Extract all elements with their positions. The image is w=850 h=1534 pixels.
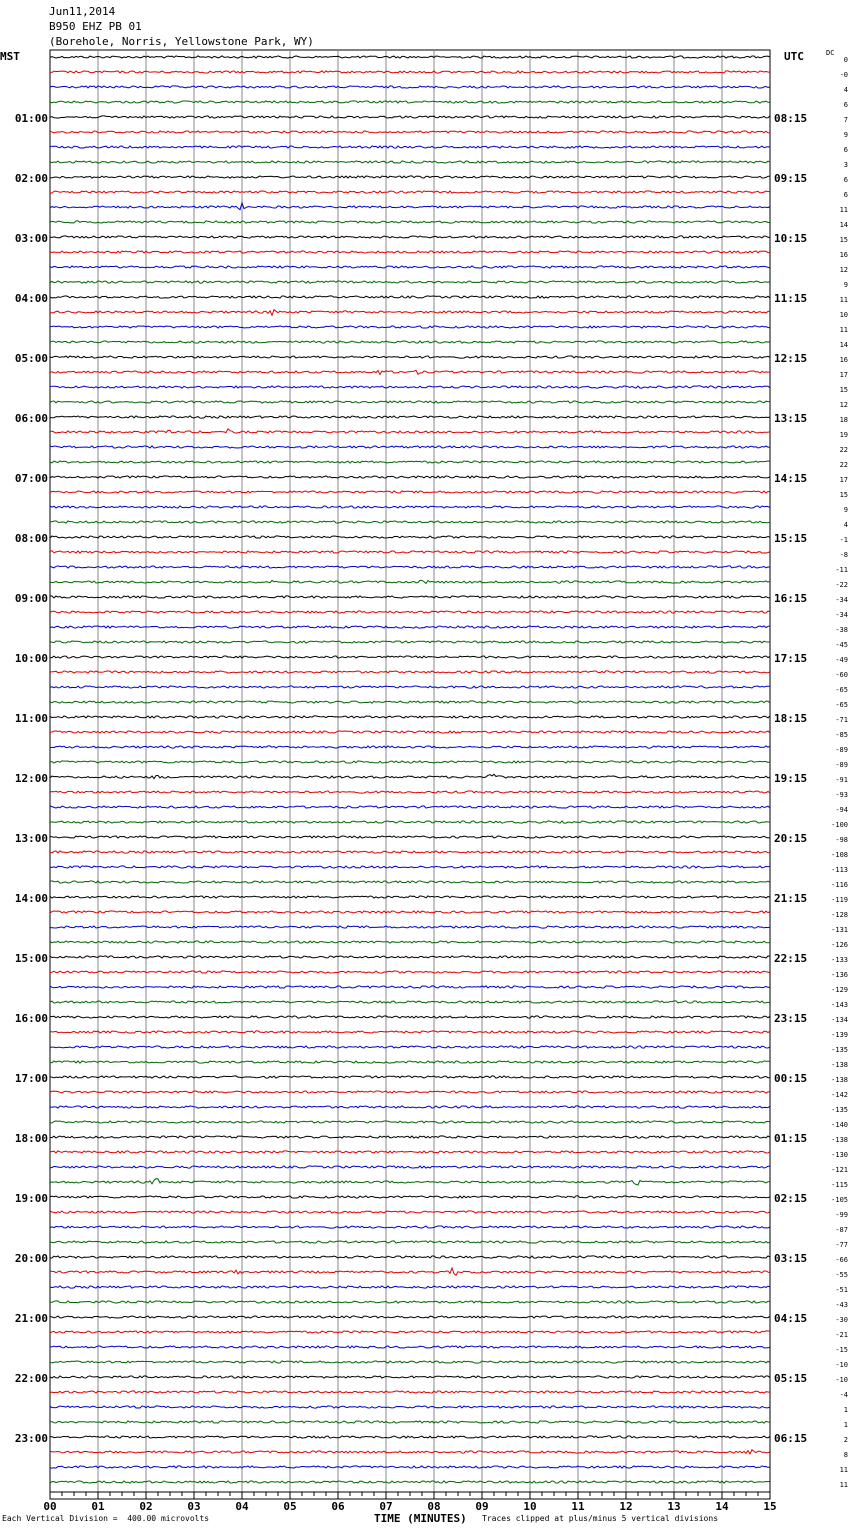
seismic-trace bbox=[50, 1136, 770, 1138]
mst-hour-label: 17:00 bbox=[14, 1072, 48, 1085]
seismic-trace bbox=[50, 1241, 770, 1243]
dc-offset-label: -89 bbox=[835, 761, 848, 769]
mst-hour-label: 06:00 bbox=[14, 412, 48, 425]
seismic-trace bbox=[50, 326, 770, 328]
dc-offset-label: -93 bbox=[835, 791, 848, 799]
dc-offset-label: 14 bbox=[839, 341, 848, 349]
seismic-trace bbox=[50, 956, 770, 958]
seismic-trace bbox=[50, 836, 770, 838]
left-timezone-label: MST bbox=[0, 50, 20, 63]
x-tick-label: 07 bbox=[379, 1500, 393, 1513]
seismic-trace bbox=[50, 236, 770, 238]
seismic-trace bbox=[50, 656, 770, 658]
dc-offset-label: -45 bbox=[835, 641, 848, 649]
dc-offset-label: 14 bbox=[839, 221, 848, 229]
seismic-trace bbox=[50, 101, 770, 103]
dc-offset-label: -55 bbox=[835, 1271, 848, 1279]
dc-offset-label: -100 bbox=[831, 821, 848, 829]
seismic-trace bbox=[50, 626, 770, 628]
x-tick-label: 11 bbox=[571, 1500, 585, 1513]
seismic-trace bbox=[50, 1391, 770, 1393]
seismic-trace bbox=[50, 1179, 770, 1185]
seismic-trace bbox=[50, 71, 770, 73]
seismic-trace bbox=[50, 1421, 770, 1423]
dc-offset-label: -140 bbox=[831, 1121, 848, 1129]
seismic-trace bbox=[50, 1046, 770, 1048]
dc-offset-label: -119 bbox=[831, 896, 848, 904]
utc-hour-label: 09:15 bbox=[774, 172, 808, 185]
x-tick-label: 02 bbox=[139, 1500, 153, 1513]
dc-offset-label: -130 bbox=[831, 1151, 848, 1159]
dc-offset-label: -21 bbox=[835, 1331, 848, 1339]
mst-hour-label: 13:00 bbox=[14, 832, 48, 845]
x-tick-label: 12 bbox=[619, 1500, 633, 1513]
dc-offset-label: -98 bbox=[835, 836, 848, 844]
seismic-trace bbox=[50, 1091, 770, 1093]
seismic-trace bbox=[50, 774, 770, 778]
dc-offset-label: 17 bbox=[839, 476, 848, 484]
dc-offset-label: -135 bbox=[831, 1046, 848, 1054]
seismic-trace bbox=[50, 310, 770, 316]
dc-offset-label: 2 bbox=[843, 1436, 848, 1444]
dc-offset-label: 7 bbox=[843, 116, 848, 124]
seismic-trace bbox=[50, 1001, 770, 1003]
dc-offset-label: -143 bbox=[831, 1001, 848, 1009]
utc-hour-label: 06:15 bbox=[774, 1432, 808, 1445]
seismic-trace bbox=[50, 1061, 770, 1063]
seismic-trace bbox=[50, 1196, 770, 1198]
seismic-trace bbox=[50, 86, 770, 88]
seismic-trace bbox=[50, 611, 770, 613]
mst-hour-label: 04:00 bbox=[14, 292, 48, 305]
dc-offset-label: 15 bbox=[839, 491, 848, 499]
dc-offset-label: 9 bbox=[843, 506, 848, 514]
seismic-trace bbox=[50, 221, 770, 223]
seismic-trace bbox=[50, 1121, 770, 1123]
seismic-trace bbox=[50, 671, 770, 673]
utc-hour-label: 18:15 bbox=[774, 712, 808, 725]
seismic-trace bbox=[50, 686, 770, 688]
dc-offset-label: -38 bbox=[835, 626, 848, 634]
mst-hour-label: 16:00 bbox=[14, 1012, 48, 1025]
clip-note: Traces clipped at plus/minus 5 vertical divisions bbox=[482, 1514, 719, 1523]
dc-offset-label: 0 bbox=[843, 56, 848, 64]
x-tick-label: 00 bbox=[43, 1500, 57, 1513]
dc-offset-label: 16 bbox=[839, 251, 848, 259]
dc-offset-label: 6 bbox=[843, 101, 848, 109]
mst-hour-label: 22:00 bbox=[14, 1372, 48, 1385]
dc-offset-label: -10 bbox=[835, 1376, 848, 1384]
seismic-trace bbox=[50, 461, 770, 463]
mst-hour-label: 08:00 bbox=[14, 532, 48, 545]
seismic-trace bbox=[50, 370, 770, 374]
mst-hour-label: 14:00 bbox=[14, 892, 48, 905]
utc-hour-label: 15:15 bbox=[774, 532, 808, 545]
seismic-trace bbox=[50, 566, 770, 568]
seismic-trace bbox=[50, 1076, 770, 1078]
seismic-trace bbox=[50, 1256, 770, 1258]
utc-hour-label: 23:15 bbox=[774, 1012, 808, 1025]
dc-offset-label: 18 bbox=[839, 416, 848, 424]
dc-offset-label: -129 bbox=[831, 986, 848, 994]
seismic-trace bbox=[50, 1301, 770, 1303]
seismic-trace bbox=[50, 191, 770, 193]
utc-hour-label: 04:15 bbox=[774, 1312, 808, 1325]
dc-offset-label: 11 bbox=[839, 296, 848, 304]
mst-hour-label: 23:00 bbox=[14, 1432, 48, 1445]
x-tick-label: 14 bbox=[715, 1500, 729, 1513]
dc-offset-label: 6 bbox=[843, 191, 848, 199]
seismic-trace bbox=[50, 1031, 770, 1033]
dc-offset-label: 15 bbox=[839, 386, 848, 394]
seismic-trace bbox=[50, 161, 770, 163]
dc-offset-label: -136 bbox=[831, 971, 848, 979]
utc-hour-label: 20:15 bbox=[774, 832, 808, 845]
x-tick-label: 05 bbox=[283, 1500, 297, 1513]
seismic-trace bbox=[50, 416, 770, 418]
dc-offset-label: -115 bbox=[831, 1181, 848, 1189]
mst-hour-label: 10:00 bbox=[14, 652, 48, 665]
seismic-trace bbox=[50, 1226, 770, 1228]
seismic-trace bbox=[50, 1361, 770, 1363]
seismic-trace bbox=[50, 521, 770, 523]
dc-offset-label: -138 bbox=[831, 1076, 848, 1084]
dc-offset-label: 9 bbox=[843, 281, 848, 289]
x-tick-label: 06 bbox=[331, 1500, 345, 1513]
seismic-trace bbox=[50, 386, 770, 388]
seismic-trace bbox=[50, 116, 770, 118]
dc-offset-label: 11 bbox=[839, 206, 848, 214]
mst-hour-label: 20:00 bbox=[14, 1252, 48, 1265]
seismic-trace bbox=[50, 476, 770, 478]
seismic-trace bbox=[50, 896, 770, 898]
dc-offset-label: 8 bbox=[843, 1451, 848, 1459]
mst-hour-label: 12:00 bbox=[14, 772, 48, 785]
seismic-trace bbox=[50, 791, 770, 793]
seismic-trace bbox=[50, 341, 770, 343]
dc-offset-label: 16 bbox=[839, 356, 848, 364]
x-tick-label: 08 bbox=[427, 1500, 441, 1513]
seismic-trace bbox=[50, 1450, 770, 1454]
mst-hour-label: 18:00 bbox=[14, 1132, 48, 1145]
seismic-trace bbox=[50, 1268, 770, 1275]
header-date: Jun11,2014 bbox=[49, 5, 116, 18]
vertical-scale-note: Each Vertical Division = 400.00 microvolts bbox=[2, 1514, 210, 1523]
utc-hour-label: 08:15 bbox=[774, 112, 808, 125]
utc-hour-label: 17:15 bbox=[774, 652, 808, 665]
seismic-trace bbox=[50, 401, 770, 403]
dc-offset-label: 12 bbox=[839, 401, 848, 409]
seismic-trace bbox=[50, 281, 770, 283]
mst-hour-label: 05:00 bbox=[14, 352, 48, 365]
seismic-trace bbox=[50, 1151, 770, 1153]
seismic-trace bbox=[50, 866, 770, 868]
seismic-trace bbox=[50, 1286, 770, 1288]
utc-hour-label: 11:15 bbox=[774, 292, 808, 305]
dc-offset-label: -4 bbox=[839, 1391, 848, 1399]
seismic-trace bbox=[50, 176, 770, 178]
dc-offset-label: -121 bbox=[831, 1166, 848, 1174]
dc-offset-label: 10 bbox=[839, 311, 848, 319]
dc-offset-label: -65 bbox=[835, 686, 848, 694]
dc-offset-label: 1 bbox=[843, 1421, 848, 1429]
seismic-trace bbox=[50, 1436, 770, 1438]
dc-offset-label: 1 bbox=[843, 1406, 848, 1414]
dc-offset-label: -60 bbox=[835, 671, 848, 679]
seismic-trace bbox=[50, 881, 770, 883]
dc-offset-label: -8 bbox=[839, 551, 848, 559]
seismic-trace bbox=[50, 701, 770, 703]
seismic-trace bbox=[50, 491, 770, 493]
dc-offset-label: -1 bbox=[839, 536, 848, 544]
seismic-trace bbox=[50, 1211, 770, 1213]
right-timezone-label: UTC bbox=[784, 50, 804, 63]
dc-offset-label: -91 bbox=[835, 776, 848, 784]
dc-offset-label: -22 bbox=[835, 581, 848, 589]
dc-offset-label: -139 bbox=[831, 1031, 848, 1039]
dc-offset-label: -10 bbox=[835, 1361, 848, 1369]
utc-hour-label: 12:15 bbox=[774, 352, 808, 365]
dc-offset-label: -113 bbox=[831, 866, 848, 874]
seismic-trace bbox=[50, 296, 770, 298]
seismic-trace bbox=[50, 1406, 770, 1408]
dc-offset-label: 15 bbox=[839, 236, 848, 244]
dc-offset-label: -43 bbox=[835, 1301, 848, 1309]
utc-hour-label: 02:15 bbox=[774, 1192, 808, 1205]
dc-offset-label: -142 bbox=[831, 1091, 848, 1099]
dc-offset-label: -77 bbox=[835, 1241, 848, 1249]
seismic-trace bbox=[50, 580, 770, 583]
seismic-trace bbox=[50, 203, 770, 210]
seismic-trace bbox=[50, 1166, 770, 1168]
seismic-trace bbox=[50, 1016, 770, 1018]
seismic-trace bbox=[50, 596, 770, 598]
dc-offset-label: 22 bbox=[839, 461, 848, 469]
seismic-trace bbox=[50, 761, 770, 763]
dc-offset-label: 11 bbox=[839, 1466, 848, 1474]
dc-offset-label: 19 bbox=[839, 431, 848, 439]
seismic-trace bbox=[50, 971, 770, 973]
dc-offset-label: -94 bbox=[835, 806, 848, 814]
mst-hour-label: 07:00 bbox=[14, 472, 48, 485]
dc-offset-label: 22 bbox=[839, 446, 848, 454]
seismic-trace bbox=[50, 986, 770, 988]
seismic-trace bbox=[50, 131, 770, 133]
seismic-trace bbox=[50, 1106, 770, 1108]
utc-hour-label: 19:15 bbox=[774, 772, 808, 785]
dc-offset-label: -66 bbox=[835, 1256, 848, 1264]
seismic-trace bbox=[50, 429, 770, 433]
mst-hour-label: 19:00 bbox=[14, 1192, 48, 1205]
dc-offset-label: 6 bbox=[843, 176, 848, 184]
x-tick-label: 04 bbox=[235, 1500, 249, 1513]
dc-offset-label: -87 bbox=[835, 1226, 848, 1234]
seismic-trace bbox=[50, 731, 770, 733]
dc-offset-label: 3 bbox=[843, 161, 848, 169]
dc-offset-label: -133 bbox=[831, 956, 848, 964]
seismic-trace bbox=[50, 56, 770, 58]
dc-offset-label: -49 bbox=[835, 656, 848, 664]
mst-hour-label: 01:00 bbox=[14, 112, 48, 125]
seismic-trace bbox=[50, 446, 770, 448]
dc-offset-label: -135 bbox=[831, 1106, 848, 1114]
dc-offset-label: 6 bbox=[843, 146, 848, 154]
x-tick-label: 13 bbox=[667, 1500, 681, 1513]
seismic-trace bbox=[50, 1376, 770, 1378]
seismic-trace bbox=[50, 911, 770, 913]
dc-offset-label: 4 bbox=[843, 521, 848, 529]
x-tick-label: 01 bbox=[91, 1500, 105, 1513]
seismic-trace bbox=[50, 251, 770, 253]
seismic-trace bbox=[50, 1316, 770, 1318]
dc-offset-label: 12 bbox=[839, 266, 848, 274]
utc-hour-label: 05:15 bbox=[774, 1372, 808, 1385]
dc-offset-label: -116 bbox=[831, 881, 848, 889]
mst-hour-label: 21:00 bbox=[14, 1312, 48, 1325]
utc-hour-label: 22:15 bbox=[774, 952, 808, 965]
x-tick-label: 10 bbox=[523, 1500, 537, 1513]
dc-offset-label: -34 bbox=[835, 596, 848, 604]
dc-offset-label: -128 bbox=[831, 911, 848, 919]
utc-hour-label: 13:15 bbox=[774, 412, 808, 425]
seismic-trace bbox=[50, 941, 770, 943]
seismic-trace bbox=[50, 641, 770, 643]
dc-offset-label: 9 bbox=[843, 131, 848, 139]
seismic-trace bbox=[50, 746, 770, 748]
seismic-trace bbox=[50, 536, 770, 538]
seismic-trace bbox=[50, 821, 770, 823]
dc-offset-label: -126 bbox=[831, 941, 848, 949]
dc-offset-label: -30 bbox=[835, 1316, 848, 1324]
dc-offset-label: 11 bbox=[839, 1481, 848, 1489]
header-station: B950 EHZ PB 01 bbox=[49, 20, 142, 33]
seismic-trace bbox=[50, 1481, 770, 1483]
seismic-trace bbox=[50, 356, 770, 358]
mst-hour-label: 09:00 bbox=[14, 592, 48, 605]
dc-offset-label: -11 bbox=[835, 566, 848, 574]
dc-offset-label: -108 bbox=[831, 851, 848, 859]
x-tick-label: 03 bbox=[187, 1500, 201, 1513]
seismic-trace bbox=[50, 1346, 770, 1348]
dc-offset-label: -65 bbox=[835, 701, 848, 709]
x-tick-label: 09 bbox=[475, 1500, 489, 1513]
x-tick-label: 15 bbox=[763, 1500, 777, 1513]
dc-offset-label: -89 bbox=[835, 746, 848, 754]
mst-hour-label: 03:00 bbox=[14, 232, 48, 245]
utc-hour-label: 16:15 bbox=[774, 592, 808, 605]
dc-offset-label: -134 bbox=[831, 1016, 848, 1024]
seismic-trace bbox=[50, 146, 770, 148]
seismic-trace bbox=[50, 1466, 770, 1468]
seismic-trace bbox=[50, 1331, 770, 1333]
dc-offset-label: -131 bbox=[831, 926, 848, 934]
utc-hour-label: 00:15 bbox=[774, 1072, 808, 1085]
seismic-trace bbox=[50, 551, 770, 553]
dc-offset-label: -71 bbox=[835, 716, 848, 724]
utc-hour-label: 01:15 bbox=[774, 1132, 808, 1145]
mst-hour-label: 15:00 bbox=[14, 952, 48, 965]
dc-offset-label: -105 bbox=[831, 1196, 848, 1204]
dc-offset-label: 11 bbox=[839, 326, 848, 334]
mst-hour-label: 02:00 bbox=[14, 172, 48, 185]
dc-column-label: DC bbox=[826, 49, 835, 57]
dc-offset-label: -138 bbox=[831, 1136, 848, 1144]
x-axis-title: TIME (MINUTES) bbox=[374, 1512, 467, 1525]
dc-offset-label: -34 bbox=[835, 611, 848, 619]
dc-offset-label: -51 bbox=[835, 1286, 848, 1294]
header-location: (Borehole, Norris, Yellowstone Park, WY) bbox=[49, 35, 314, 48]
seismic-trace bbox=[50, 851, 770, 853]
seismic-trace bbox=[50, 716, 770, 718]
dc-offset-label: -15 bbox=[835, 1346, 848, 1354]
utc-hour-label: 21:15 bbox=[774, 892, 808, 905]
dc-offset-label: -138 bbox=[831, 1061, 848, 1069]
seismic-trace bbox=[50, 506, 770, 508]
dc-offset-label: -99 bbox=[835, 1211, 848, 1219]
seismic-trace bbox=[50, 806, 770, 808]
seismic-trace bbox=[50, 926, 770, 928]
utc-hour-label: 10:15 bbox=[774, 232, 808, 245]
utc-hour-label: 14:15 bbox=[774, 472, 808, 485]
mst-hour-label: 11:00 bbox=[14, 712, 48, 725]
utc-hour-label: 03:15 bbox=[774, 1252, 808, 1265]
dc-offset-label: -0 bbox=[839, 71, 848, 79]
dc-offset-label: 4 bbox=[843, 86, 848, 94]
dc-offset-label: -85 bbox=[835, 731, 848, 739]
seismic-trace bbox=[50, 266, 770, 268]
dc-offset-label: 17 bbox=[839, 371, 848, 379]
